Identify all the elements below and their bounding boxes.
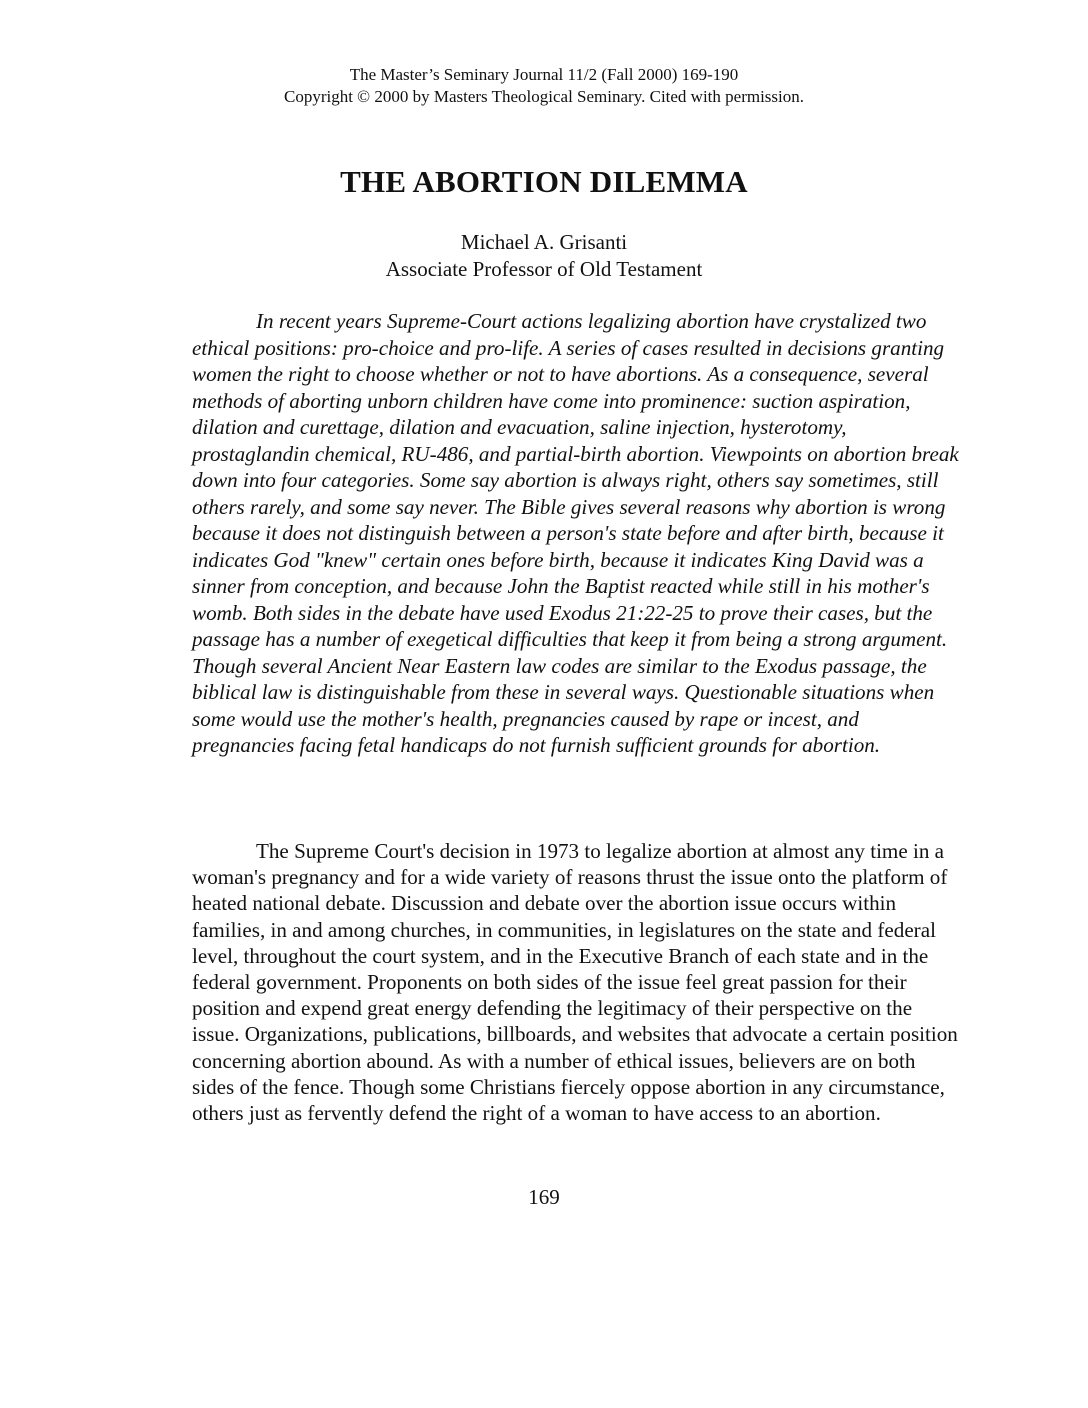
article-title: THE ABORTION DILEMMA <box>340 164 748 199</box>
author-position: Associate Professor of Old Testament <box>385 257 703 281</box>
journal-header <box>0 64 1088 108</box>
article-abstract: In recent years Supreme-Court actions legalizing abortion have crystalized two ethical positions: pro-choice and pro-life. A series of cases resulted in decisions granting women the right to choose whether or not to have abortions. As a consequence, several methods of aborting unborn children have come into prominence: suction aspiration, dilation and curettage, dilation and evacuation, saline injection, hysterotomy, prostaglandin chemical, RU-486, and partial-birth abortion. Viewpoints on abortion break down into four categories. Some say abortion is always right, others say sometimes, still others rarely, and some say never. The Bible gives several reasons why abortion is wrong because it does not distinguish between a person's state before and after birth, because it indicates God "knew" certain ones before birth, because it indicates King David was a sinner from conception, and because John the Baptist reacted while still in his mother's womb. Both sides in the debate have used Exodus 21:22-25 to prove their cases, but the passage has a number of exegetical difficulties that keep it from being a strong argument. Though several Ancient Near Eastern law codes are similar to the Exodus passage, the biblical law is distinguishable from these in several ways. Questionable situations when some would use the mother's health, pregnancies caused by rape or incest, and pregnancies facing fetal handicaps do not furnish sufficient grounds for abortion. <box>192 309 959 757</box>
journal-citation-line: The Master’s Seminary Journal 11/2 (Fall 2000) 169-190 <box>349 65 739 84</box>
author-name: Michael A. Grisanti <box>460 230 628 254</box>
author-block <box>0 229 1088 283</box>
page-number: 169 <box>528 1185 560 1209</box>
copyright-line: Copyright © 2000 by Masters Theological Seminary. Cited with permission. <box>283 87 805 106</box>
body-paragraph: The Supreme Court's decision in 1973 to legalize abortion at almost any time in a woman's pregnancy and for a wide variety of reasons thrust the issue onto the platform of heated national debate. Discussion and debate over the abortion issue occurs within families, in and among churches, in communities, in legislatures on the state and federal level, throughout the court system, and in the Executive Branch of each state and in the federal government. Proponents on both sides of the issue feel great passion for their position and expend great energy defending the legitimacy of their perspective on the issue. Organizations, publications, billboards, and websites that advocate a certain position concerning abortion abound. As with a number of ethical issues, believers are on both sides of the fence. Though some Christians fiercely oppose abortion in any circumstance, others just as fervently defend the right of a woman to have access to an abortion. <box>192 839 958 1126</box>
